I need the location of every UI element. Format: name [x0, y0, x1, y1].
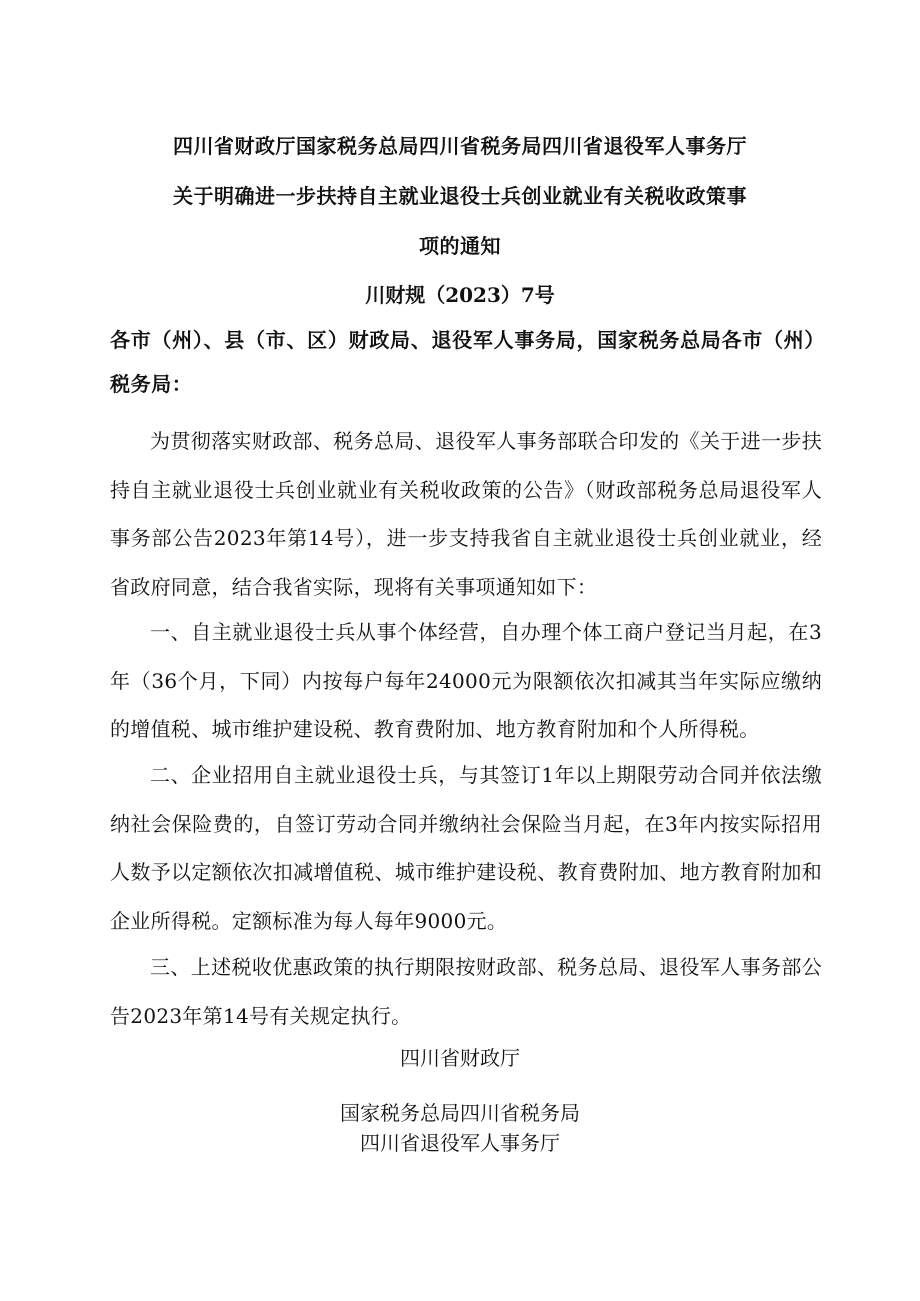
paragraph-item-3: 三、上述税收优惠政策的执行期限按财政部、税务总局、退役军人事务部公告2023年第14号有关规定执行。 — [110, 955, 822, 1028]
title-line-3: 项的通知 — [419, 234, 501, 258]
signature-veterans-dept: 四川省退役军人事务厅 — [360, 1131, 560, 1155]
signature-finance-dept: 四川省财政厅 — [400, 1046, 520, 1070]
signature-tax-bureau: 国家税务总局四川省税务局 — [340, 1101, 580, 1125]
paragraph-item-2: 二、企业招用自主就业退役士兵，与其签订1年以上期限劳动合同并依法缴纳社会保险费的，自签订劳动合同并缴纳社会保险当月起，在3年内按实际招用人数予以定额依次扣减增值税、城市维护建设税、教育费附加、地方教育附加和企业所得税。定额标准为每人每年9000元。 — [110, 763, 822, 933]
addressee: 各市（州）、县（市、区）财政局、退役军人事务局，国家税务总局各市（州）税务局： — [110, 328, 825, 396]
paragraph-item-1: 一、自主就业退役士兵从事个体经营，自办理个体工商户登记当月起，在3年（36个月，下同）内按每户每年24000元为限额依次扣减其当年实际应缴纳的增值税、城市维护建设税、教育费附加、地方教育附加和个人所得税。 — [110, 620, 822, 741]
document-number: 川财规（2023）7号 — [365, 283, 555, 307]
title-line-1: 四川省财政厅国家税务总局四川省税务局四川省退役军人事务厅 — [173, 134, 747, 158]
paragraph-intro: 为贯彻落实财政部、税务总局、退役军人事务部联合印发的《关于进一步扶持自主就业退役士兵创业就业有关税收政策的公告》（财政部税务总局退役军人事务部公告2023年第14号），进一步支持我省自主就业退役士兵创业就业，经省政府同意，结合我省实际，现将有关事项通知如下： — [110, 429, 822, 599]
title-line-2: 关于明确进一步扶持自主就业退役士兵创业就业有关税收政策事 — [173, 184, 747, 208]
